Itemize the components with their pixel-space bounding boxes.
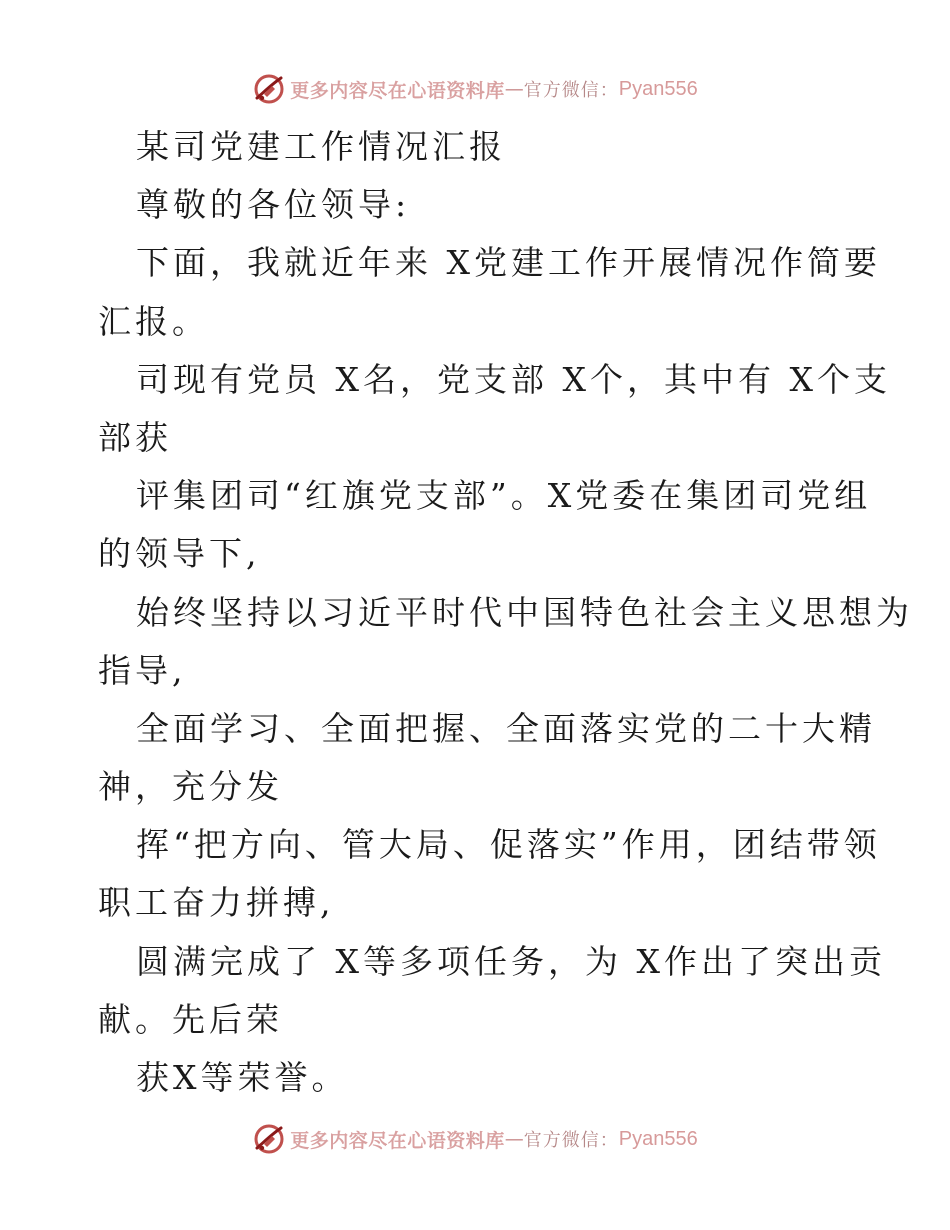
header-watermark: [0, 72, 950, 106]
text-line: 部获: [98, 417, 172, 457]
text-line: 获X等荣誉。: [136, 1058, 349, 1097]
text-line: 尊敬的各位领导:: [136, 185, 411, 225]
text-line: 职工奋力拼搏,: [98, 883, 335, 923]
watermark-wechat-id: Pyan556: [618, 77, 698, 100]
watermark-wechat-label: 官方微信：: [523, 1130, 619, 1151]
text-line: 挥“把方向、管大局、促落实”作用，团结带领: [136, 825, 881, 865]
text-line: 评集团司“红旗党支部”。X党委在集团司党组: [136, 476, 872, 516]
text-line: 某司党建工作情况汇报: [136, 127, 506, 166]
watermark-wechat-label: 官方微信：: [523, 80, 619, 101]
text-line: 司现有党员 X名，党支部 X个，其中有 X个支: [136, 359, 891, 399]
text-line: 始终坚持以习近平时代中国特色社会主义思想为: [136, 592, 913, 632]
pen-logo-icon: [252, 1122, 286, 1156]
text-line: 汇报。: [98, 301, 209, 341]
text-line: 指导,: [98, 650, 187, 690]
text-line: 全面学习、全面把握、全面落实党的二十大精: [136, 708, 876, 748]
watermark-wechat-id: Pyan556: [618, 1127, 698, 1150]
watermark-separator: —: [504, 78, 524, 100]
text-line: 献。先后荣: [98, 999, 283, 1039]
pen-logo-icon: [252, 72, 286, 106]
text-line: 下面，我就近年来 X党建工作开展情况作简要: [136, 243, 881, 283]
watermark-separator: —: [504, 1128, 524, 1150]
watermark-text: 更多内容尽在心语资料库: [290, 79, 505, 102]
footer-watermark: [0, 1122, 950, 1156]
text-line: 的领导下,: [98, 534, 261, 574]
text-line: 神，充分发: [98, 767, 283, 807]
watermark-text: 更多内容尽在心语资料库: [290, 1129, 505, 1152]
text-line: 圆满完成了 X等多项任务，为 X作出了突出贡: [136, 941, 886, 981]
document-body: [98, 118, 913, 1107]
